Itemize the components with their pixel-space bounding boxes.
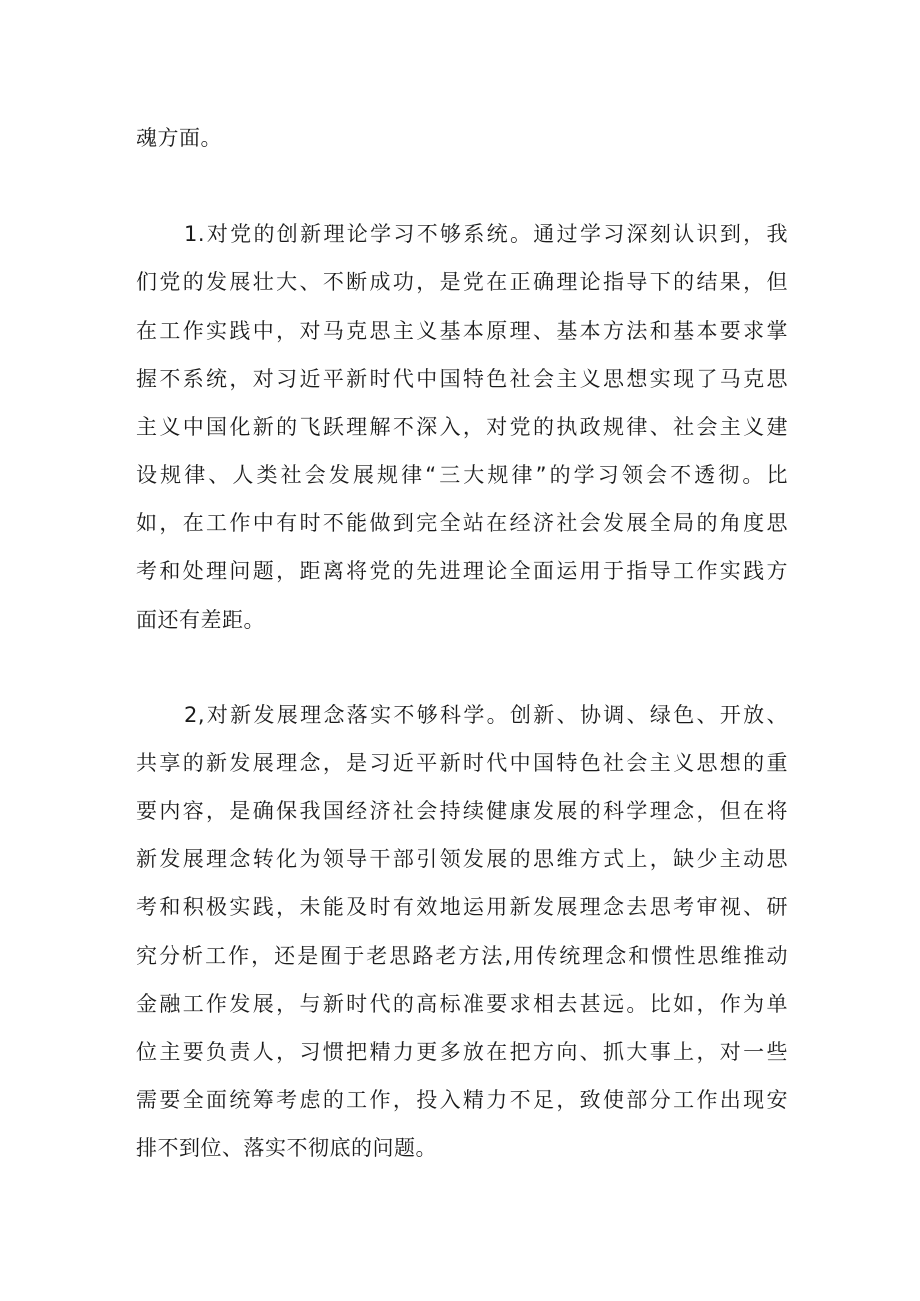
- paragraph-line: 共享的新发展理念，是习近平新时代中国特色社会主义思想的重: [136, 751, 788, 775]
- paragraph-line: 究分析工作，还是囿于老思路老方法,用传统理念和惯性思维推动: [136, 944, 788, 968]
- paragraph-line: 1.对党的创新理论学习不够系统。通过学习深刻认识到，我: [184, 222, 788, 246]
- paragraph-line: 2,对新发展理念落实不够科学。创新、协调、绿色、开放、: [184, 703, 788, 727]
- paragraph-line: 握不系统，对习近平新时代中国特色社会主义思想实现了马克思: [136, 367, 788, 391]
- paragraph-line: 需要全面统筹考虑的工作，投入精力不足，致使部分工作出现安: [136, 1088, 788, 1112]
- paragraph-line: 排不到位、落实不彻底的问题。: [136, 1136, 437, 1160]
- paragraph-line: 位主要负责人，习惯把精力更多放在把方向、抓大事上，对一些: [136, 1040, 788, 1064]
- paragraph-line: 主义中国化新的飞跃理解不深入，对党的执政规律、社会主义建: [136, 415, 788, 439]
- paragraph-line: 要内容，是确保我国经济社会持续健康发展的科学理念，但在将: [136, 799, 788, 823]
- paragraph-line: 魂方面。: [136, 126, 222, 150]
- paragraph-line: 考和积极实践，未能及时有效地运用新发展理念去思考审视、研: [136, 895, 788, 919]
- paragraph-line: 设规律、人类社会发展规律“三大规律”的学习领会不透彻。比: [136, 463, 788, 487]
- paragraph-line: 如，在工作中有时不能做到完全站在经济社会发展全局的角度思: [136, 511, 788, 535]
- paragraph-line: 们党的发展壮大、不断成功，是党在正确理论指导下的结果，但: [136, 270, 788, 294]
- paragraph-line: 金融工作发展，与新时代的高标准要求相去甚远。比如，作为单: [136, 992, 788, 1016]
- paragraph-line: 新发展理念转化为领导干部引领发展的思维方式上，缺少主动思: [136, 847, 788, 871]
- paragraph-line: 考和处理问题，距离将党的先进理论全面运用于指导工作实践方: [136, 559, 788, 583]
- paragraph-line: 面还有差距。: [136, 608, 265, 632]
- paragraph-line: 在工作实践中，对马克思主义基本原理、基本方法和基本要求掌: [136, 319, 788, 343]
